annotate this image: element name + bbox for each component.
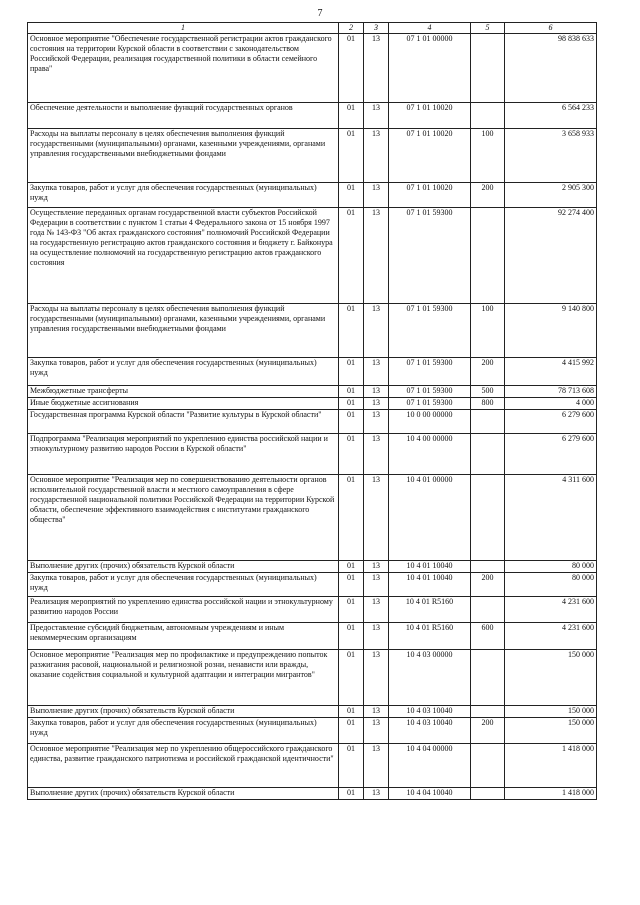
row-target-article: 07 1 01 59300 [389, 304, 471, 358]
row-amount: 2 905 300 [505, 183, 597, 208]
row-name: Закупка товаров, работ и услуг для обеспечения государственных (муниципальных) нужд [28, 358, 339, 386]
row-subsection: 13 [364, 650, 389, 706]
row-amount: 4 311 600 [505, 475, 597, 561]
row-target-article: 10 4 03 10040 [389, 718, 471, 744]
row-subsection: 13 [364, 744, 389, 788]
row-target-article: 10 4 04 00000 [389, 744, 471, 788]
row-expense-type [471, 103, 505, 129]
row-expense-type [471, 410, 505, 434]
row-name: Иные бюджетные ассигнования [28, 398, 339, 410]
row-name: Закупка товаров, работ и услуг для обеспечения государственных (муниципальных) нужд [28, 573, 339, 597]
column-header-amount: 6 [505, 23, 597, 34]
row-section: 01 [339, 623, 364, 650]
row-amount: 4 415 992 [505, 358, 597, 386]
row-amount: 4 000 [505, 398, 597, 410]
table-row [28, 744, 597, 788]
row-subsection: 13 [364, 561, 389, 573]
column-header-expense-type: 5 [471, 23, 505, 34]
row-section: 01 [339, 573, 364, 597]
row-target-article: 07 1 01 10020 [389, 183, 471, 208]
row-amount: 150 000 [505, 650, 597, 706]
table-row [28, 410, 597, 434]
row-name: Закупка товаров, работ и услуг для обеспечения государственных (муниципальных) нужд [28, 718, 339, 744]
row-target-article: 10 4 01 R5160 [389, 623, 471, 650]
column-header-target-article: 4 [389, 23, 471, 34]
table-row [28, 386, 597, 398]
row-target-article: 07 1 01 10020 [389, 129, 471, 183]
row-amount: 150 000 [505, 706, 597, 718]
row-expense-type: 100 [471, 129, 505, 183]
row-section: 01 [339, 788, 364, 800]
row-section: 01 [339, 434, 364, 475]
row-expense-type: 200 [471, 718, 505, 744]
row-name: Выполнение других (прочих) обязательств Курской области [28, 706, 339, 718]
row-target-article: 10 4 01 00000 [389, 475, 471, 561]
row-amount: 80 000 [505, 561, 597, 573]
column-header-section: 2 [339, 23, 364, 34]
row-target-article: 10 4 01 10040 [389, 561, 471, 573]
row-target-article: 10 4 01 10040 [389, 573, 471, 597]
row-target-article: 10 4 01 R5160 [389, 597, 471, 623]
row-section: 01 [339, 718, 364, 744]
row-subsection: 13 [364, 718, 389, 744]
row-expense-type: 800 [471, 398, 505, 410]
row-name: Расходы на выплаты персоналу в целях обеспечения выполнения функций государственными (муниципальными) органами, казенными учреждениями, органами управления государственными внебюджетными фондами [28, 129, 339, 183]
row-expense-type: 100 [471, 304, 505, 358]
table-row [28, 623, 597, 650]
row-expense-type [471, 650, 505, 706]
row-subsection: 13 [364, 398, 389, 410]
row-amount: 9 140 800 [505, 304, 597, 358]
row-amount: 6 564 233 [505, 103, 597, 129]
row-amount: 4 231 600 [505, 623, 597, 650]
row-subsection: 13 [364, 103, 389, 129]
row-amount: 1 418 000 [505, 788, 597, 800]
table-row [28, 434, 597, 475]
table-row [28, 561, 597, 573]
row-name: Обеспечение деятельности и выполнение функций государственных органов [28, 103, 339, 129]
row-subsection: 13 [364, 358, 389, 386]
row-amount: 3 658 933 [505, 129, 597, 183]
row-target-article: 07 1 01 59300 [389, 358, 471, 386]
row-target-article: 10 4 03 00000 [389, 650, 471, 706]
table-header-row [28, 23, 597, 34]
row-name: Основное мероприятие "Реализация мер по совершенствованию деятельности органов исполнительной государственной власти и местного самоуправления в сфере государственной национальной политики Российской Федерации на территории Курской области, обеспечение эффективного взаимодействия с институтами гражданского общества" [28, 475, 339, 561]
row-subsection: 13 [364, 386, 389, 398]
table-row [28, 183, 597, 208]
row-section: 01 [339, 34, 364, 103]
row-name: Расходы на выплаты персоналу в целях обеспечения выполнения функций государственными (муниципальными) органами, казенными учреждениями, органами управления государственными внебюджетными фондами [28, 304, 339, 358]
budget-table [27, 22, 597, 800]
table-row [28, 103, 597, 129]
row-section: 01 [339, 208, 364, 304]
row-name: Осуществление переданных органам государственной власти субъектов Российской Федерации в соответствии с пунктом 1 статьи 4 Федерального закона от 15 ноября 1997 года № 143-ФЗ "Об актах гражданского состояния" полномочий Российской Федерации на государственную регистрацию актов гражданского состояния и бюджету г. Байконура на осуществление полномочий на государственную регистрацию актов гражданского состояния [28, 208, 339, 304]
row-subsection: 13 [364, 706, 389, 718]
row-amount: 98 838 633 [505, 34, 597, 103]
row-expense-type: 200 [471, 573, 505, 597]
row-section: 01 [339, 650, 364, 706]
row-section: 01 [339, 358, 364, 386]
row-expense-type [471, 744, 505, 788]
table-row [28, 706, 597, 718]
row-subsection: 13 [364, 597, 389, 623]
row-target-article: 07 1 01 59300 [389, 208, 471, 304]
row-name: Основное мероприятие "Обеспечение государственной регистрации актов гражданского состояния на территории Курской области в соответствии с законодательством Российской Федерации, реализация государственной политики в области семейного права" [28, 34, 339, 103]
table-row [28, 34, 597, 103]
table-row [28, 597, 597, 623]
column-header-subsection: 3 [364, 23, 389, 34]
table-row [28, 475, 597, 561]
row-subsection: 13 [364, 208, 389, 304]
row-expense-type: 200 [471, 358, 505, 386]
row-expense-type [471, 475, 505, 561]
row-name: Основное мероприятие "Реализация мер по профилактике и предупреждению попыток разжигания расовой, национальной и религиозной розни, ненависти или вражды, оказание содействия социальной и культурной адаптации и интеграции мигрантов" [28, 650, 339, 706]
row-amount: 1 418 000 [505, 744, 597, 788]
row-expense-type [471, 597, 505, 623]
row-subsection: 13 [364, 573, 389, 597]
row-section: 01 [339, 183, 364, 208]
row-expense-type [471, 788, 505, 800]
row-subsection: 13 [364, 34, 389, 103]
table-row [28, 788, 597, 800]
row-target-article: 07 1 01 10020 [389, 103, 471, 129]
row-amount: 6 279 600 [505, 410, 597, 434]
row-section: 01 [339, 386, 364, 398]
row-section: 01 [339, 561, 364, 573]
row-section: 01 [339, 398, 364, 410]
table-row [28, 650, 597, 706]
row-subsection: 13 [364, 475, 389, 561]
table-row [28, 358, 597, 386]
row-name: Государственная программа Курской области "Развитие культуры в Курской области" [28, 410, 339, 434]
row-expense-type [471, 434, 505, 475]
row-expense-type: 200 [471, 183, 505, 208]
row-expense-type [471, 34, 505, 103]
row-subsection: 13 [364, 410, 389, 434]
page-number: 7 [317, 8, 323, 19]
row-expense-type [471, 208, 505, 304]
row-section: 01 [339, 744, 364, 788]
row-expense-type [471, 561, 505, 573]
row-name: Выполнение других (прочих) обязательств Курской области [28, 788, 339, 800]
row-section: 01 [339, 706, 364, 718]
row-amount: 80 000 [505, 573, 597, 597]
table-row [28, 398, 597, 410]
row-name: Основное мероприятие "Реализация мер по укреплению общероссийского гражданского единства, развитие гражданского патриотизма и российской гражданской идентичности" [28, 744, 339, 788]
table-row [28, 129, 597, 183]
row-expense-type [471, 706, 505, 718]
row-subsection: 13 [364, 129, 389, 183]
column-header-name: 1 [28, 23, 339, 34]
row-section: 01 [339, 597, 364, 623]
row-amount: 78 713 608 [505, 386, 597, 398]
row-section: 01 [339, 475, 364, 561]
table-row [28, 718, 597, 744]
row-name: Закупка товаров, работ и услуг для обеспечения государственных (муниципальных) нужд [28, 183, 339, 208]
row-section: 01 [339, 129, 364, 183]
row-subsection: 13 [364, 434, 389, 475]
row-expense-type: 500 [471, 386, 505, 398]
row-amount: 4 231 600 [505, 597, 597, 623]
row-target-article: 10 4 00 00000 [389, 434, 471, 475]
table-row [28, 304, 597, 358]
row-expense-type: 600 [471, 623, 505, 650]
row-name: Предоставление субсидий бюджетным, автономным учреждениям и иным некоммерческим организациям [28, 623, 339, 650]
row-target-article: 10 4 03 10040 [389, 706, 471, 718]
row-section: 01 [339, 103, 364, 129]
row-target-article: 07 1 01 59300 [389, 398, 471, 410]
row-subsection: 13 [364, 623, 389, 650]
row-amount: 150 000 [505, 718, 597, 744]
row-target-article: 10 0 00 00000 [389, 410, 471, 434]
row-amount: 92 274 400 [505, 208, 597, 304]
row-target-article: 07 1 01 59300 [389, 386, 471, 398]
row-subsection: 13 [364, 304, 389, 358]
row-section: 01 [339, 304, 364, 358]
row-name: Межбюджетные трансферты [28, 386, 339, 398]
row-target-article: 10 4 04 10040 [389, 788, 471, 800]
row-name: Выполнение других (прочих) обязательств Курской области [28, 561, 339, 573]
row-subsection: 13 [364, 788, 389, 800]
row-name: Реализация мероприятий по укреплению единства российской нации и этнокультурному развитию народов России [28, 597, 339, 623]
table-row [28, 208, 597, 304]
row-amount: 6 279 600 [505, 434, 597, 475]
row-section: 01 [339, 410, 364, 434]
row-subsection: 13 [364, 183, 389, 208]
row-name: Подпрограмма "Реализация мероприятий по укреплению единства российской нации и этнокультурному развитию народов России в Курской области" [28, 434, 339, 475]
row-target-article: 07 1 01 00000 [389, 34, 471, 103]
table-row [28, 573, 597, 597]
